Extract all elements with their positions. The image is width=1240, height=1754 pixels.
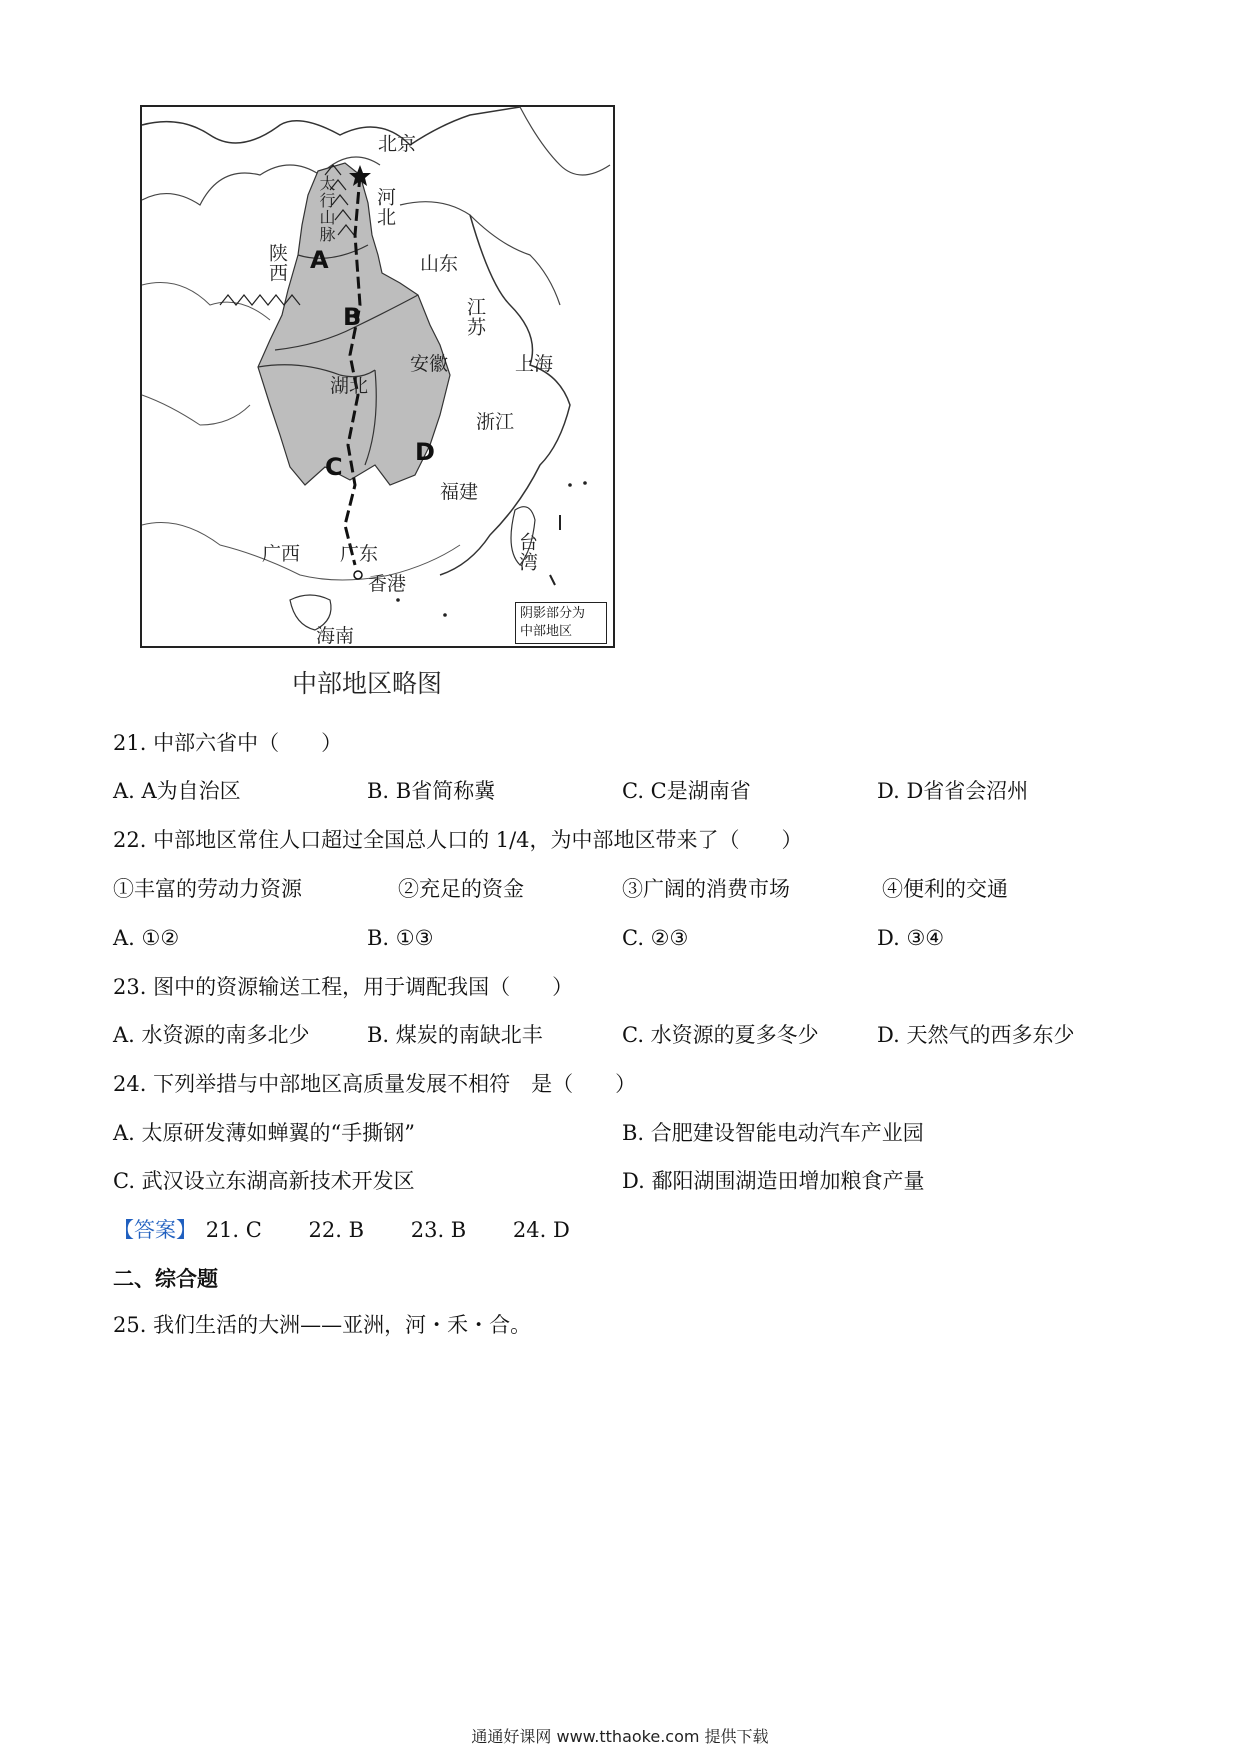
central-region-map — [140, 105, 615, 648]
q21-option-a: A. A为自治区 — [113, 779, 241, 803]
answer-24: 24. D — [512, 1218, 570, 1242]
q24-stem: 24. 下列举措与中部地区高质量发展不相符 是（ ） — [113, 1072, 637, 1096]
q21-option-c: C. C是湖南省 — [622, 779, 751, 803]
q24-option-c: C. 武汉设立东湖高新技术开发区 — [113, 1169, 415, 1193]
legend-line-1: 阴影部分为 — [520, 606, 586, 621]
label-hubei: 湖北 — [330, 375, 369, 397]
footer-watermark: 通通好课网 www.tthaoke.com 提供下载 — [471, 1727, 769, 1746]
label-hongkong: 香港 — [368, 573, 407, 595]
q23-option-b: B. 煤炭的南缺北丰 — [367, 1023, 543, 1047]
q24-option-a: A. 太原研发薄如蝉翼的“手撕钢” — [113, 1121, 415, 1145]
label-shaanxi: 陕西 — [266, 243, 288, 283]
q22-option-c: C. ②③ — [622, 926, 689, 950]
answer-line — [113, 1216, 570, 1244]
section-heading: 二、综合题 — [113, 1267, 218, 1291]
q23-option-c: C. 水资源的夏多冬少 — [622, 1023, 819, 1047]
label-zhejiang: 浙江 — [476, 411, 515, 433]
label-fujian: 福建 — [440, 481, 479, 503]
q25-stem: 25. 我们生活的大洲——亚洲，河・禾・合。 — [113, 1313, 532, 1337]
q22-option-d: D. ③④ — [877, 926, 945, 950]
region-a: A — [310, 246, 329, 274]
label-taiwan: 台湾 — [516, 532, 538, 572]
region-b: B — [343, 303, 362, 331]
q23-option-d: D. 天然气的西多东少 — [877, 1023, 1075, 1047]
q24-option-b: B. 合肥建设智能电动汽车产业园 — [622, 1121, 924, 1145]
q22-item-3: ③广阔的消费市场 — [622, 877, 790, 901]
q21-option-b: B. B省简称冀 — [367, 779, 496, 803]
q22-item-2: ②充足的资金 — [398, 877, 524, 901]
map-caption: 中部地区略图 — [292, 669, 443, 698]
label-hainan: 海南 — [316, 625, 355, 647]
legend-line-2: 中部地区 — [520, 624, 573, 639]
label-guangxi: 广西 — [262, 543, 301, 565]
label-anhui: 安徽 — [410, 353, 449, 375]
region-d: D — [415, 438, 435, 466]
q22-item-4: ④便利的交通 — [882, 877, 1008, 901]
label-guangdong: 广东 — [340, 543, 379, 565]
label-shanghai: 上海 — [515, 353, 554, 375]
q22-stem: 22. 中部地区常住人口超过全国总人口的 1/4，为中部地区带来了（ ） — [113, 828, 803, 852]
label-hebei: 河北 — [374, 187, 396, 227]
label-taihang: 太行山脉 — [317, 175, 336, 243]
answer-23: 23. B — [410, 1218, 467, 1242]
region-c: C — [325, 453, 343, 481]
q22-option-b: B. ①③ — [367, 926, 434, 950]
q21-option-d: D. D省省会沼州 — [877, 779, 1029, 803]
answer-21: 21. C — [205, 1218, 262, 1242]
q24-option-d: D. 鄱阳湖围湖造田增加粮食产量 — [622, 1169, 925, 1193]
q23-stem: 23. 图中的资源输送工程，用于调配我国（ ） — [113, 975, 574, 999]
map-legend — [515, 602, 607, 644]
label-jiangsu: 江苏 — [464, 297, 486, 337]
q22-option-a: A. ①② — [113, 926, 180, 950]
label-beijing: 北京 — [378, 133, 417, 155]
label-shandong: 山东 — [420, 253, 459, 275]
answer-tag: 【答案】 — [113, 1218, 197, 1242]
q23-option-a: A. 水资源的南多北少 — [113, 1023, 310, 1047]
answer-22: 22. B — [308, 1218, 365, 1242]
q21-stem: 21. 中部六省中（ ） — [113, 731, 343, 755]
q22-item-1: ①丰富的劳动力资源 — [113, 877, 302, 901]
